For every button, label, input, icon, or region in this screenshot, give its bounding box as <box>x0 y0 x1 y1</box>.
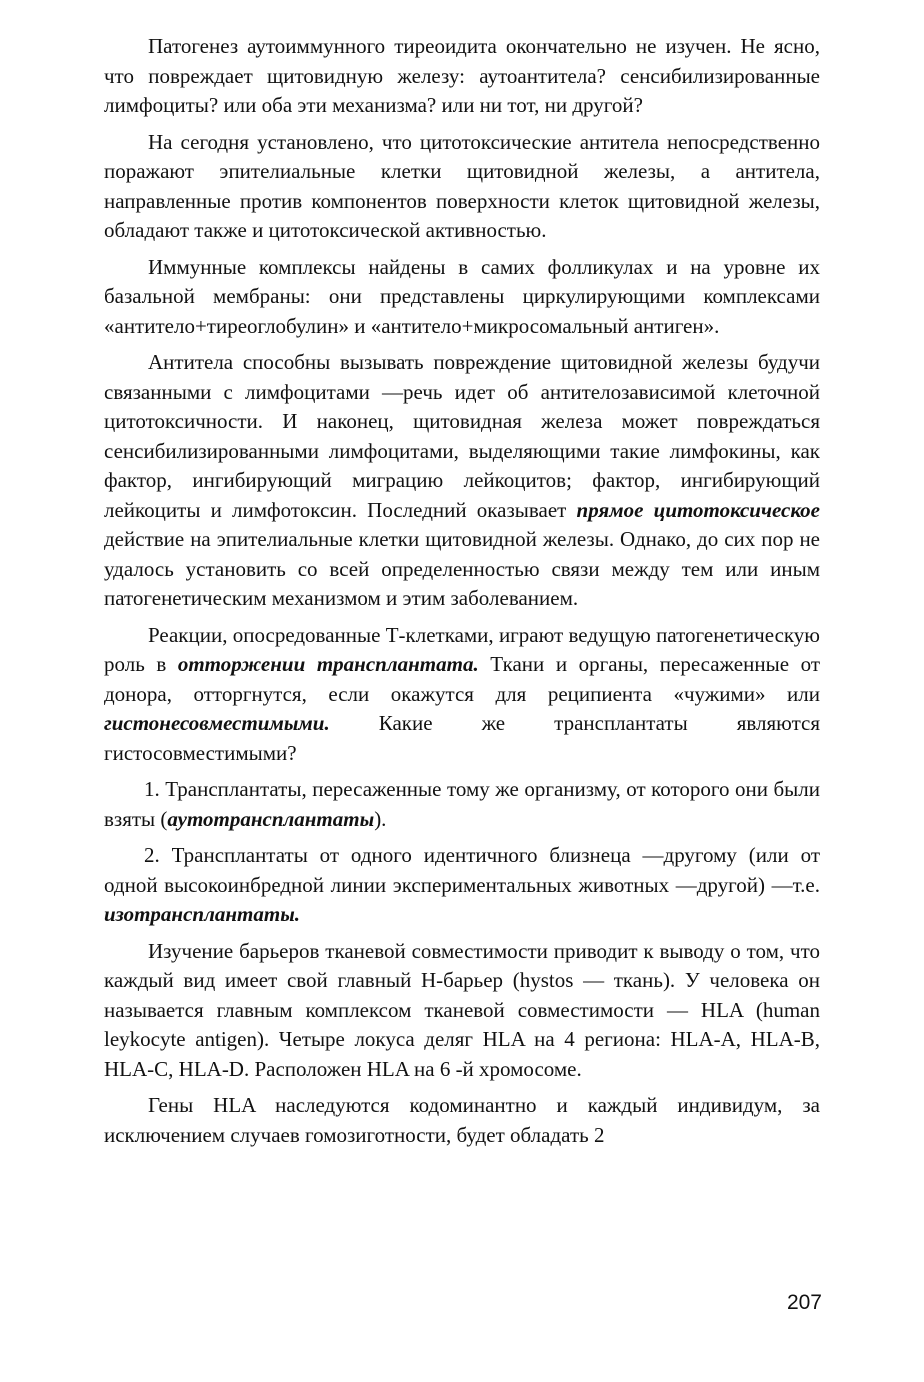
text-segment: Какие же трансплантаты являются гистосовместимыми? <box>104 711 820 765</box>
paragraph <box>104 128 820 246</box>
page-number: 207 <box>786 1291 822 1314</box>
emphasized-term: гистонесовместимыми. <box>104 711 330 735</box>
paragraph <box>104 621 820 769</box>
emphasized-term: отторжении трансплантата. <box>177 652 479 676</box>
text-segment: действие на эпителиальные клетки щитовидной железы. Однако, до сих пор не удалось установить со всей определенностью связи между тем или иным патогенетическим механизмом и этим заболеванием. <box>104 527 820 610</box>
text-segment: Антитела способны вызывать повреждение щитовидной железы будучи связанными с лимфоцитами —речь идет об антителозависимой клеточной цитотоксичности. И наконец, щитовидная железа может повреждаться сенсибилизированными лимфоцитами, выделяющими такие лимфокины, как фактор, ингибирующий миграцию лейкоцитов; фактор, ингибирующий лейкоциты и лимфотоксин. Последний оказывает <box>104 350 820 522</box>
text-segment: Патогенез аутоиммунного тиреоидита окончательно не изучен. Не ясно, что повреждает щитовидную железу: аутоантитела? сенсибилизированные лимфоциты? или оба эти механизма? или ни тот, ни другой? <box>104 34 820 117</box>
paragraph <box>104 32 820 121</box>
paragraph <box>104 253 820 342</box>
paragraph <box>104 1091 820 1150</box>
numbered-paragraph <box>104 841 820 930</box>
emphasized-term: аутотрансплантаты <box>167 806 375 831</box>
paragraph <box>104 937 820 1085</box>
text-segment: Гены HLA наследуются кодоминантно и каждый индивидум, за исключением случаев гомозиготности, будет обладать 2 <box>104 1093 820 1147</box>
text-segment: Иммунные комплексы найдены в самих фолликулах и на уровне их базальной мембраны: они представлены циркулирующими комплексами «антитело+тиреоглобулин» и «антитело+микросомальный антиген». <box>104 254 820 338</box>
emphasized-term: прямое цитотоксическое <box>576 497 821 522</box>
paragraph <box>104 348 820 614</box>
numbered-paragraph <box>104 775 820 834</box>
text-segment: Ткани и органы, пересаженные от донора, отторгнутся, если окажутся для реципиента «чужими» или <box>104 652 820 706</box>
text-segment: Изучение барьеров тканевой совместимости приводит к выводу о том, что каждый вид имеет свой главный Н-барьер (hystos — ткань). У человека он называется главным комплексом тканевой совместимости — HLA (human leykocyte antigen). Четыре локуса деляг HLA на 4 региона: HLA-A, HLA-B, HLA-C, HLA-D. Расположен HLA на 6 -й хромосоме. <box>104 938 820 1081</box>
text-segment: 2. Трансплантаты от одного идентичного близнеца —другому (или от одной высокоинбредной линии экспериментальных животных —другой) —т.е. <box>104 843 820 897</box>
text-segment: Реакции, опосредованные Т-клетками, играют ведущую патогенетическую роль в <box>104 622 820 676</box>
text-segment: ). <box>374 806 387 831</box>
text-segment: 1. Трансплантаты, пересаженные тому же организму, от которого они были взяты ( <box>104 777 820 831</box>
emphasized-term: изотрансплантаты. <box>104 902 301 926</box>
text-segment: На сегодня установлено, что цитотоксические антитела непосредственно поражают эпителиальные клетки щитовидной железы, а антитела, направленные против компонентов поверхности клеток щитовидной железы, обладают также и цитотоксической активностью. <box>104 129 820 242</box>
body-text <box>104 32 820 1150</box>
